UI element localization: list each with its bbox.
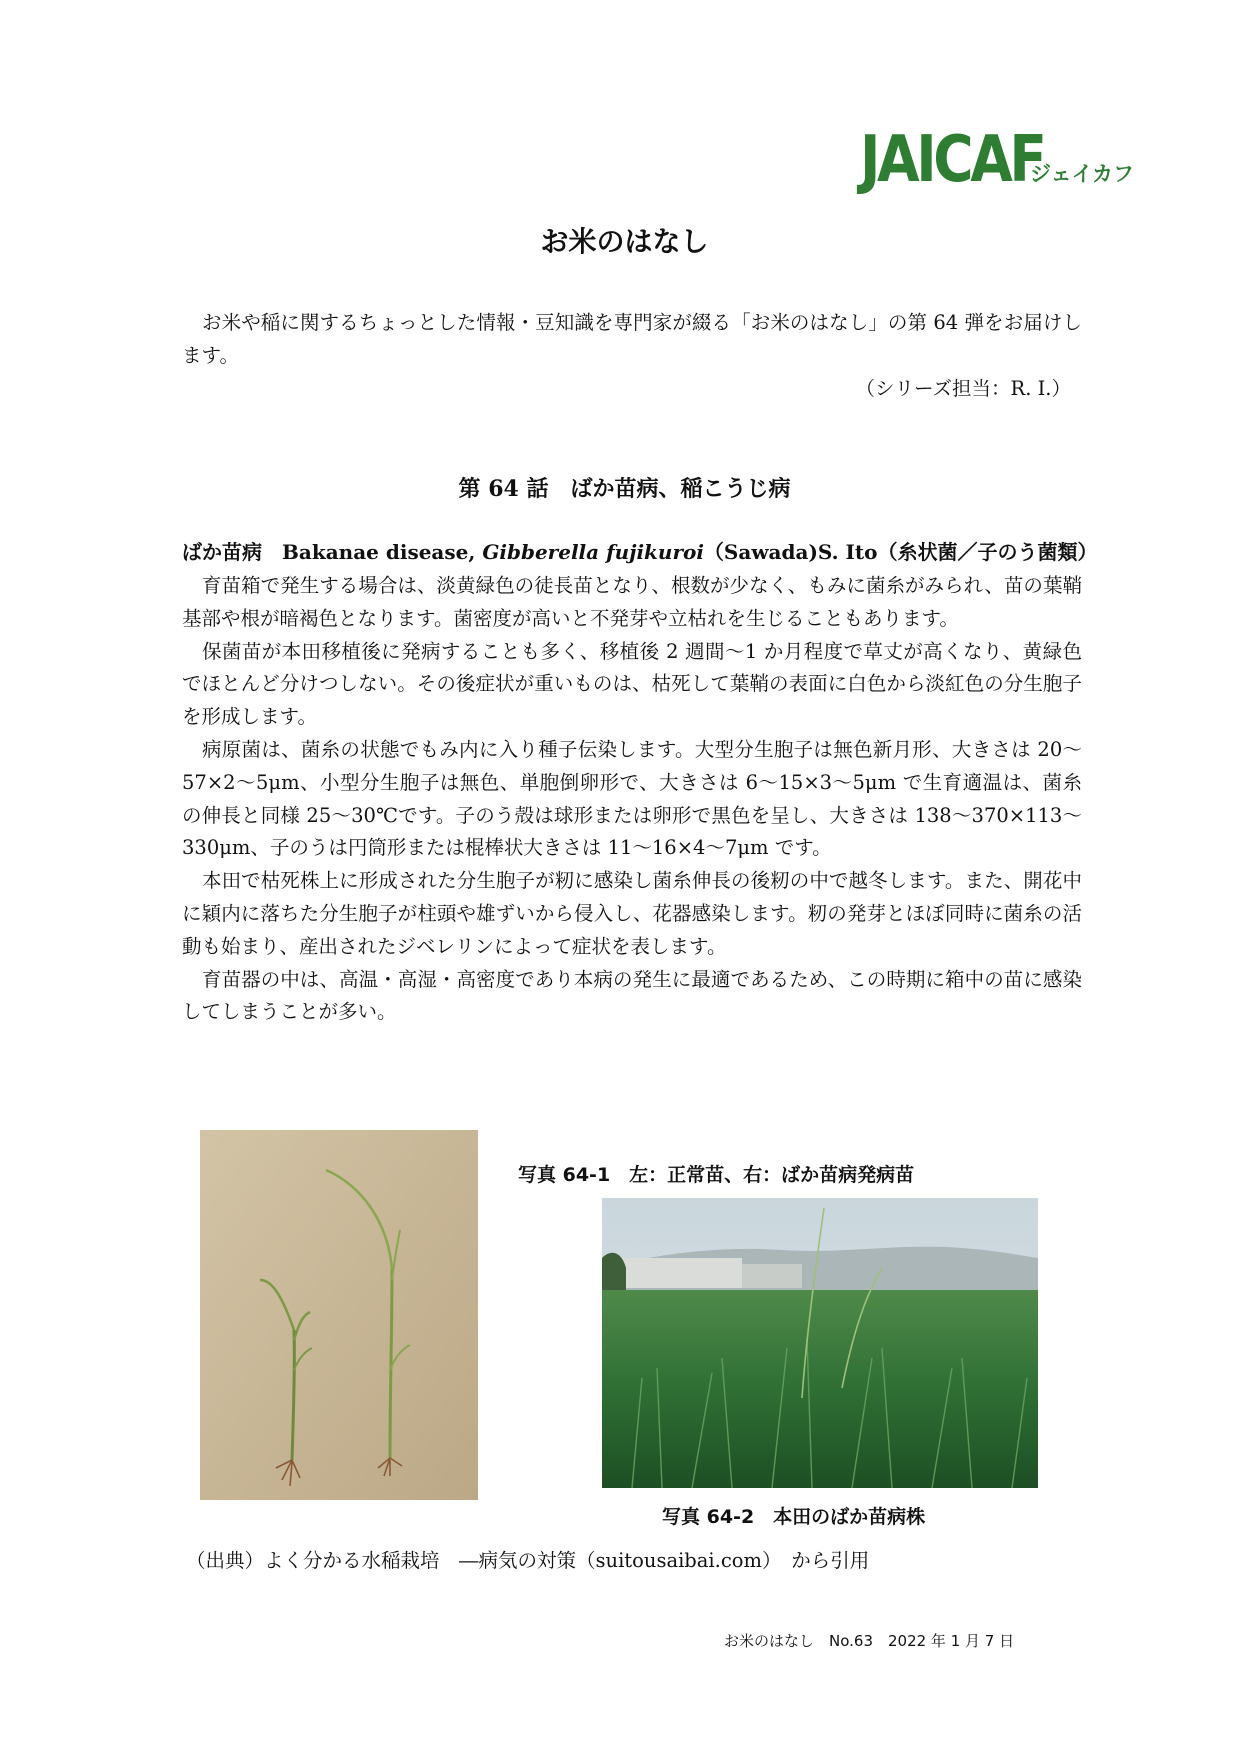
- disease-name-en: Bakanae disease,: [282, 540, 476, 564]
- pathogen-name: Gibberella fujikuroi: [482, 540, 704, 564]
- paragraph: 保菌苗が本田移植後に発病することも多く、移植後 2 週間～1 か月程度で草丈が高くなり、黄緑色でほとんど分けつしない。その後症状が重いものは、枯死して葉鞘の表面に白色から淡紅色の分生胞子を形成します。: [182, 639, 1082, 729]
- paragraph: 育苗器の中は、高温・高湿・高密度であり本病の発生に最適であるため、この時期に箱中の苗に感染してしまうことが多い。: [182, 967, 1082, 1024]
- photo-caption-1: 写真 64-1 左：正常苗、右：ばか苗病発病苗: [518, 1164, 915, 1186]
- logo-kana: ジェイカフ: [1030, 162, 1134, 186]
- photo-caption-2: 写真 64-2 本田のばか苗病株: [662, 1506, 926, 1528]
- page-title: お米のはなし: [540, 225, 709, 258]
- chapter-title: 第 64 話 ばか苗病、稲こうじ病: [458, 476, 791, 502]
- series-credit: （シリーズ担当：R. I.）: [855, 377, 1071, 400]
- disease-name-ja: ばか苗病: [182, 540, 262, 564]
- source-citation: （出典）よく分かる水稲栽培 ―病気の対策（suitousaibai.com） から引用: [186, 1549, 870, 1572]
- section-heading: [182, 536, 1098, 565]
- photo-paddy-field: [602, 1198, 1038, 1488]
- pathogen-author: （Sawada)S. Ito（糸状菌／子のう菌類）: [703, 540, 1098, 564]
- seedlings-illustration: [200, 1130, 478, 1500]
- paragraph: 本田で枯死株上に形成された分生胞子が籾に感染し菌糸伸長の後籾の中で越冬します。また、開花中に穎内に落ちた分生胞子が柱頭や雄ずいから侵入し、花器感染します。籾の発芽とほぼ同時に菌糸の活動も始まり、産出されたジベレリンによって症状を表します。: [182, 869, 1082, 958]
- jaicaf-logo: [860, 123, 1134, 197]
- page-footer: お米のはなし No.63 2022 年 1 月 7 日: [724, 1632, 1015, 1650]
- paragraph: 育苗箱で発生する場合は、淡黄緑色の徒長苗となり、根数が少なく、もみに菌糸がみられ、苗の葉鞘基部や根が暗褐色となります。菌密度が高いと不発芽や立枯れを生じることもあります。: [182, 574, 1082, 630]
- paragraph: 病原菌は、菌糸の状態でもみ内に入り種子伝染します。大型分生胞子は無色新月形、大きさは 20～57×2～5μm、小型分生胞子は無色、単胞倒卵形で、大きさは 6～15×3～5μm で生育適温は、菌糸の伸長と同様 25～30℃です。子のう殻は球形または卵形で黒色を呈し、大きさは 138～370×113～330μm、子のうは円筒形または棍棒状大きさは 11～16×4～7μm です。: [182, 737, 1082, 860]
- paddy-field-illustration: [602, 1198, 1038, 1488]
- logo-wordmark: JAICAF: [860, 123, 1044, 197]
- photo-seedlings: [200, 1130, 478, 1500]
- article-body: [182, 570, 1082, 1029]
- intro-text: お米や稲に関するちょっとした情報・豆知識を専門家が綴る「お米のはなし」の第 64 弾をお届けします。: [182, 311, 1082, 367]
